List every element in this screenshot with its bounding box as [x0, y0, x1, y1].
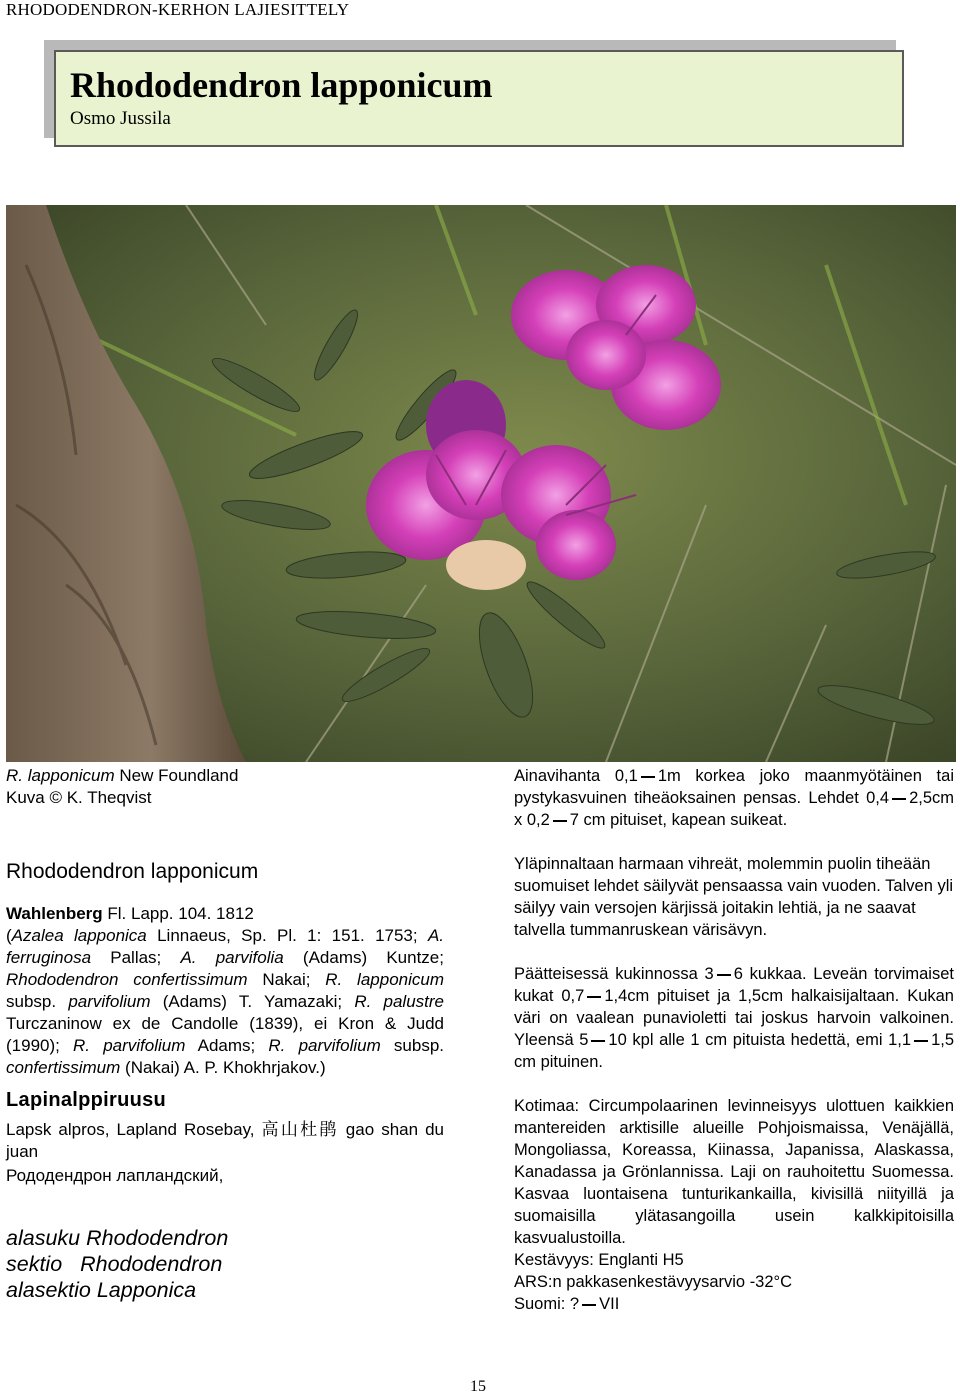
synonym: Rhododendron confertissimum — [6, 970, 248, 989]
synonym-authority: (Adams) T. Yamazaki; — [150, 992, 355, 1011]
flowers-text: 6 kukkaa. Leveän torvimaiset kukat 0,7 — [514, 965, 954, 1005]
synonym: confertissimum — [6, 1058, 121, 1077]
bloom-month: VII — [599, 1295, 620, 1313]
right-column — [514, 765, 954, 1315]
synonym: R. parvifolium — [73, 1036, 186, 1055]
bloom-label: Suomi: ? — [514, 1295, 580, 1313]
synonym-authority: subsp. — [380, 1036, 445, 1055]
synonym-authority: Pallas; — [91, 948, 181, 967]
photo-caption — [6, 765, 444, 809]
flowers-paragraph — [514, 963, 954, 1073]
caption-species: R. lapponicum — [6, 766, 115, 785]
range-dash — [591, 1040, 605, 1042]
habit-text: 2,5cm x 0,2 — [514, 789, 954, 829]
synonym: A. ferruginosa — [6, 926, 445, 967]
range-dash — [587, 996, 601, 998]
synonyms-open: ( — [6, 926, 12, 945]
finnish-name-heading: Lapinalppiruusu — [6, 1089, 167, 1111]
distribution-paragraph: Kotimaa: Circumpolaarinen levinneisyys ulottuen kaikkien mantereiden arktisille alueille Pohjoismaissa, Venäjällä, Mongoliassa, Koreassa, Kiinassa, Japanissa, Alaskassa, Kanadassa ja Grönlannissa. Laji on rauhoitettu Suomessa. Kasvaa luontaisena tunturikankailla, kivisillä niityillä ja suomaisilla ylätasangoilla usein kalkkipitoisilla kasvualustoilla. — [514, 1097, 954, 1247]
vernacular-names: Lapsk alpros, Lapland Rosebay, 高山杜鹃 gao shan du juan — [6, 1120, 444, 1161]
section: sektio Rhododendron — [6, 1252, 223, 1276]
plant-photo — [6, 205, 956, 762]
synonyms-block — [6, 903, 444, 1079]
synonym: R. lapponicum — [325, 970, 444, 989]
synonym: Azalea lapponica — [11, 926, 147, 945]
caption-credit: Kuva © K. Theqvist — [6, 788, 152, 807]
flowers-text: 1,5 cm pituinen. — [514, 1031, 954, 1071]
range-dash — [892, 798, 906, 800]
synonym: parvifolium — [68, 992, 151, 1011]
ars-rating: ARS:n pakkasenkestävyysarvio -32°C — [514, 1273, 793, 1291]
range-dash — [641, 776, 655, 778]
synonym: R. parvifolium — [268, 1036, 381, 1055]
synonym-authority: (Adams) Kuntze; — [283, 948, 444, 967]
synonym: R. palustre — [354, 992, 445, 1011]
range-dash — [914, 1040, 928, 1042]
range-dash — [582, 1304, 596, 1306]
range-dash — [717, 974, 731, 976]
synonym: A. parvifolia — [180, 948, 284, 967]
leaves-paragraph: Yläpinnaltaan harmaan vihreät, molemmin puolin tiheään suomuiset lehdet säilyvät pensaassa vain vuoden. Talven yli säilyy vain versojen kärjissä joitakin lehtiä, ja ne saavat talvella tummanruskean värisävyn. — [514, 855, 954, 939]
caption-place: New Foundland — [114, 766, 239, 785]
publication: Fl. Lapp. 104. 1812 — [102, 904, 254, 923]
habit-paragraph — [514, 765, 954, 831]
page-number: 15 — [470, 1378, 486, 1395]
article-author: Osmo Jussila — [70, 108, 171, 129]
flowers-text: 1,4cm pituiset ja 1,5cm halkaisijaltaan. Kukan väri on vaalean punavioletti tai joskus harvoin valkoinen. Yleensä 5 — [514, 987, 954, 1049]
rhododendron-photo-illustration — [6, 205, 956, 762]
synonym-authority: Nakai; — [247, 970, 326, 989]
hardiness: Kestävyys: Englanti H5 — [514, 1251, 684, 1269]
subsection: alasektio Lapponica — [6, 1278, 197, 1302]
synonym-authority: Turczaninow ex de Candolle (1839), ei Kron & Judd (1990); — [6, 1014, 444, 1055]
left-column — [6, 765, 444, 1303]
subgenus: alasuku Rhododendron — [6, 1226, 229, 1250]
title-box — [54, 50, 904, 147]
synonym-authority: Adams; — [185, 1036, 269, 1055]
range-dash — [553, 820, 567, 822]
habit-text: 7 cm pituiset, kapean suikeat. — [569, 811, 788, 829]
species-author: Wahlenberg — [6, 904, 103, 923]
synonym-authority: (Nakai) A. P. Khokhrjakov.) — [120, 1058, 326, 1077]
scientific-name-heading: Rhododendron lapponicum — [6, 860, 259, 883]
running-header: RHODODENDRON-KERHON LAJIESITTELY — [6, 0, 350, 19]
flowers-text: Päätteisessä kukinnossa 3 — [514, 965, 714, 983]
habit-text: Ainavihanta 0,1 — [514, 767, 638, 785]
russian-name: Рододендрон лапландский, — [6, 1166, 224, 1185]
synonym-authority: subsp. — [6, 992, 69, 1011]
flowers-text: 10 kpl alle 1 cm pituista hedettä, emi 1,1 — [608, 1031, 912, 1049]
bloom-time — [514, 1293, 954, 1315]
synonym-authority: Linnaeus, Sp. Pl. 1: 151. 1753; — [146, 926, 428, 945]
page-title: Rhododendron lapponicum — [70, 65, 493, 105]
habit-text: 1m korkea joko maanmyötäinen tai pystykasvuinen tiheäoksainen pensas. Lehdet 0,4 — [514, 767, 954, 807]
